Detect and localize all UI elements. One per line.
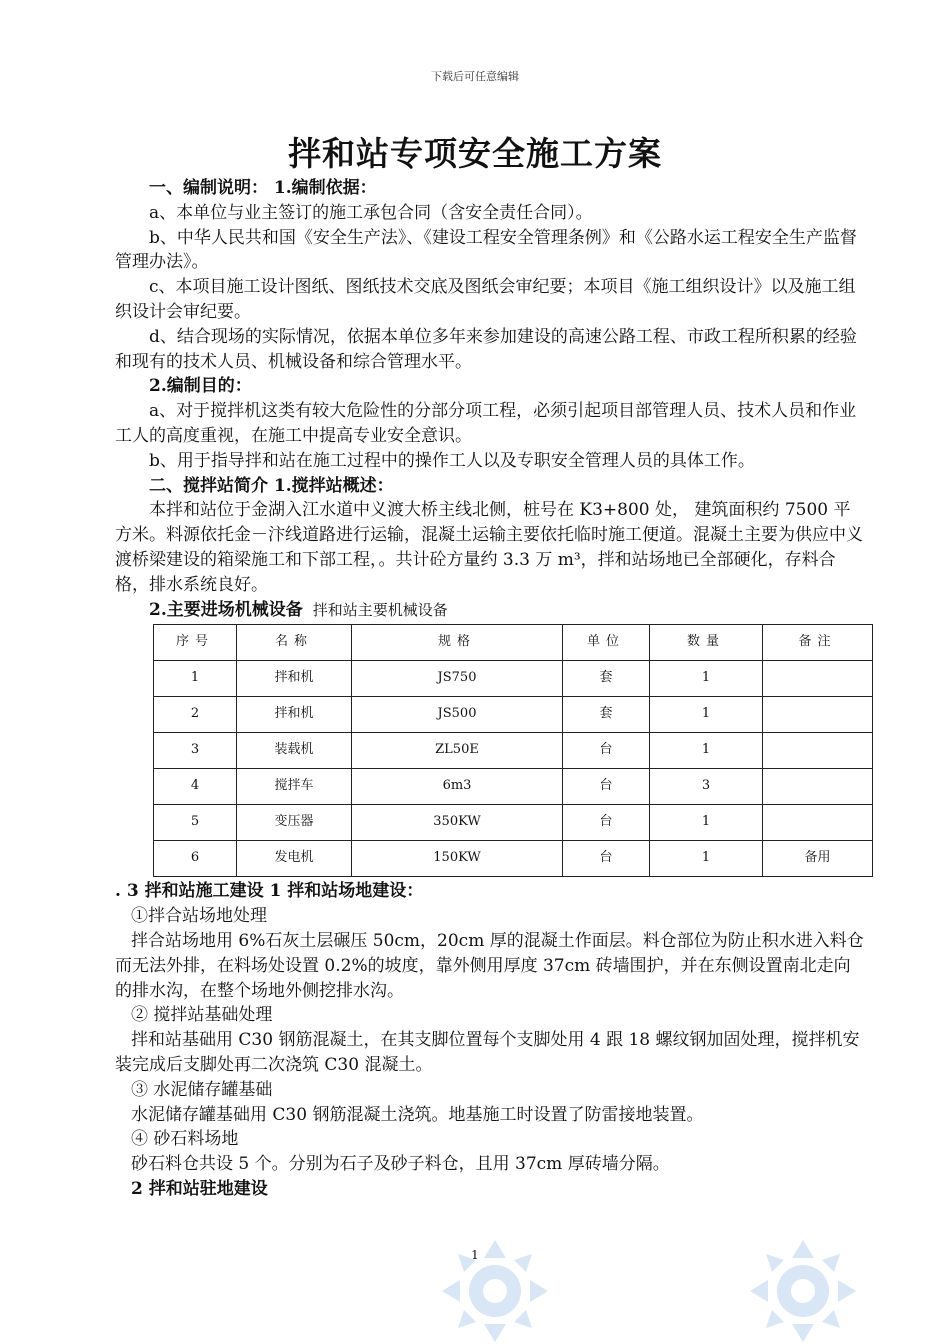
subsection-title-foundation: ② 搅拌站基础处理: [131, 1005, 273, 1026]
section-heading-compilation: 一、编制说明： 1.编制依据：: [149, 178, 377, 198]
section-heading-purpose: 2.编制目的：: [149, 376, 252, 397]
table-cell: [763, 769, 873, 805]
aggregate-paragraph: 砂石料仓共设 5 个。分别为石子及砂子料仓，且用 37cm 厚砖墙分隔。: [131, 1154, 670, 1175]
table-header-row: [154, 625, 873, 661]
table-cell: 台: [563, 733, 650, 769]
table-cell: JS500: [352, 697, 563, 733]
document-title: 拌和站专项安全施工方案: [288, 134, 662, 173]
table-cell: 3: [650, 769, 763, 805]
section-heading-camp: 2 拌和站驻地建设: [131, 1178, 268, 1199]
table-cell: 搅拌车: [237, 769, 352, 805]
table-header-cell: 备注: [763, 625, 873, 661]
table-row: [154, 733, 873, 769]
table-header-cell: 规格: [352, 625, 563, 661]
equipment-table: [153, 624, 873, 877]
snowflake-watermark-icon: [748, 1238, 858, 1344]
equipment-table-caption: 拌和站主要机械设备: [312, 600, 448, 619]
table-row: [154, 769, 873, 805]
table-cell: 发电机: [237, 841, 352, 877]
table-row: [154, 841, 873, 877]
table-cell: 1: [154, 661, 237, 697]
table-header-cell: 单位: [563, 625, 650, 661]
table-cell: 5: [154, 805, 237, 841]
table-cell: 1: [650, 805, 763, 841]
table-cell: 1: [650, 697, 763, 733]
foundation-paragraph: 拌和站基础用 C30 钢筋混凝土，在其支脚位置每个支脚处用 4 跟 18 螺纹钢加固处理，搅拌机安装完成后支脚处再二次浇筑 C30 混凝土。: [115, 1030, 860, 1075]
section-heading-overview: 二、搅拌站简介 1.搅拌站概述：: [149, 475, 394, 496]
subsection-title-aggregate: ④ 砂石料场地: [131, 1129, 239, 1150]
table-header-cell: 名称: [237, 625, 352, 661]
table-cell: [763, 733, 873, 769]
table-cell: 台: [563, 841, 650, 877]
table-cell: 拌和机: [237, 661, 352, 697]
table-cell: 套: [563, 661, 650, 697]
basis-item-a: a、本单位与业主签订的施工承包合同（含安全责任合同）。: [149, 202, 593, 223]
table-cell: 6: [154, 841, 237, 877]
table-cell: 2: [154, 697, 237, 733]
table-cell: [763, 661, 873, 697]
table-cell: 拌和机: [237, 697, 352, 733]
table-cell: 4: [154, 769, 237, 805]
page-header-note: 下载后可任意编辑: [431, 70, 519, 83]
table-cell: 备用: [763, 841, 873, 877]
table-cell: 6m3: [352, 769, 563, 805]
table-cell: 1: [650, 661, 763, 697]
table-cell: 150KW: [352, 841, 563, 877]
overview-paragraph: 本拌和站位于金湖入江水道中义渡大桥主线北侧，桩号在 K3+800 处， 建筑面积约 7500 平方米。料源依托金－汴线道路进行运输，混凝土运输主要依托临时施工便道。混凝土主要为供应中义渡桥梁建设的箱梁施工和下部工程，。共计砼方量约 3.3 万 m³，拌和站场地已全部硬化，存料合格，排水系统良好。: [115, 500, 863, 595]
purpose-item-a: a、对于搅拌机这类有较大危险性的分部分项工程，必须引起项目部管理人员、技术人员和作业工人的高度重视，在施工中提高专业安全意识。: [115, 401, 857, 446]
table-row: [154, 697, 873, 733]
table-cell: 350KW: [352, 805, 563, 841]
table-cell: 装载机: [237, 733, 352, 769]
table-cell: ZL50E: [352, 733, 563, 769]
table-cell: [763, 805, 873, 841]
table-cell: 3: [154, 733, 237, 769]
basis-item-b: b、中华人民共和国《安全生产法》、《建设工程安全管理条例》和《公路水运工程安全生产监督管理办法》。: [115, 227, 857, 273]
table-cell: 1: [650, 841, 763, 877]
document-body: [115, 176, 865, 1202]
equipment-heading: 2.主要进场机械设备: [149, 599, 303, 620]
table-cell: 1: [650, 733, 763, 769]
table-cell: 台: [563, 805, 650, 841]
section-heading-construction: . 3 拌和站施工建设 1 拌和站场地建设：: [115, 881, 424, 902]
table-header-cell: 数量: [650, 625, 763, 661]
table-cell: [763, 697, 873, 733]
table-cell: 变压器: [237, 805, 352, 841]
subsection-title-site: ①拌合站场地处理: [131, 906, 267, 927]
table-cell: 台: [563, 769, 650, 805]
subsection-title-cement-tank: ③ 水泥储存罐基础: [131, 1079, 273, 1100]
page-number: 1: [471, 1248, 479, 1262]
table-row: [154, 805, 873, 841]
basis-item-d: d、结合现场的实际情况，依据本单位多年来参加建设的高速公路工程、市政工程所积累的经验和现有的技术人员、机械设备和综合管理水平。: [115, 326, 857, 372]
snowflake-watermark-icon: [440, 1238, 550, 1344]
cement-tank-paragraph: 水泥储存罐基础用 C30 钢筋混凝土浇筑。地基施工时设置了防雷接地装置。: [131, 1104, 704, 1125]
table-cell: JS750: [352, 661, 563, 697]
table-row: [154, 661, 873, 697]
basis-item-c: c、本项目施工设计图纸、图纸技术交底及图纸会审纪要；本项目《施工组织设计》以及施工组织设计会审纪要。: [115, 277, 856, 322]
table-cell: 套: [563, 697, 650, 733]
purpose-item-b: b、用于指导拌和站在施工过程中的操作工人以及专职安全管理人员的具体工作。: [149, 450, 755, 471]
equipment-heading-line: [115, 598, 865, 623]
site-treatment-paragraph: 拌合站场地用 6%石灰土层碾压 50cm，20cm 厚的混凝土作面层。料仓部位为防止积水进入料仓而无法外排，在料场处设置 0.2%的坡度，靠外侧用厚度 37cm 砖墙围护，并在东侧设置南北走向的排水沟，在整个场地外侧挖排水沟。: [115, 930, 864, 1001]
table-header-cell: 序号: [154, 625, 237, 661]
